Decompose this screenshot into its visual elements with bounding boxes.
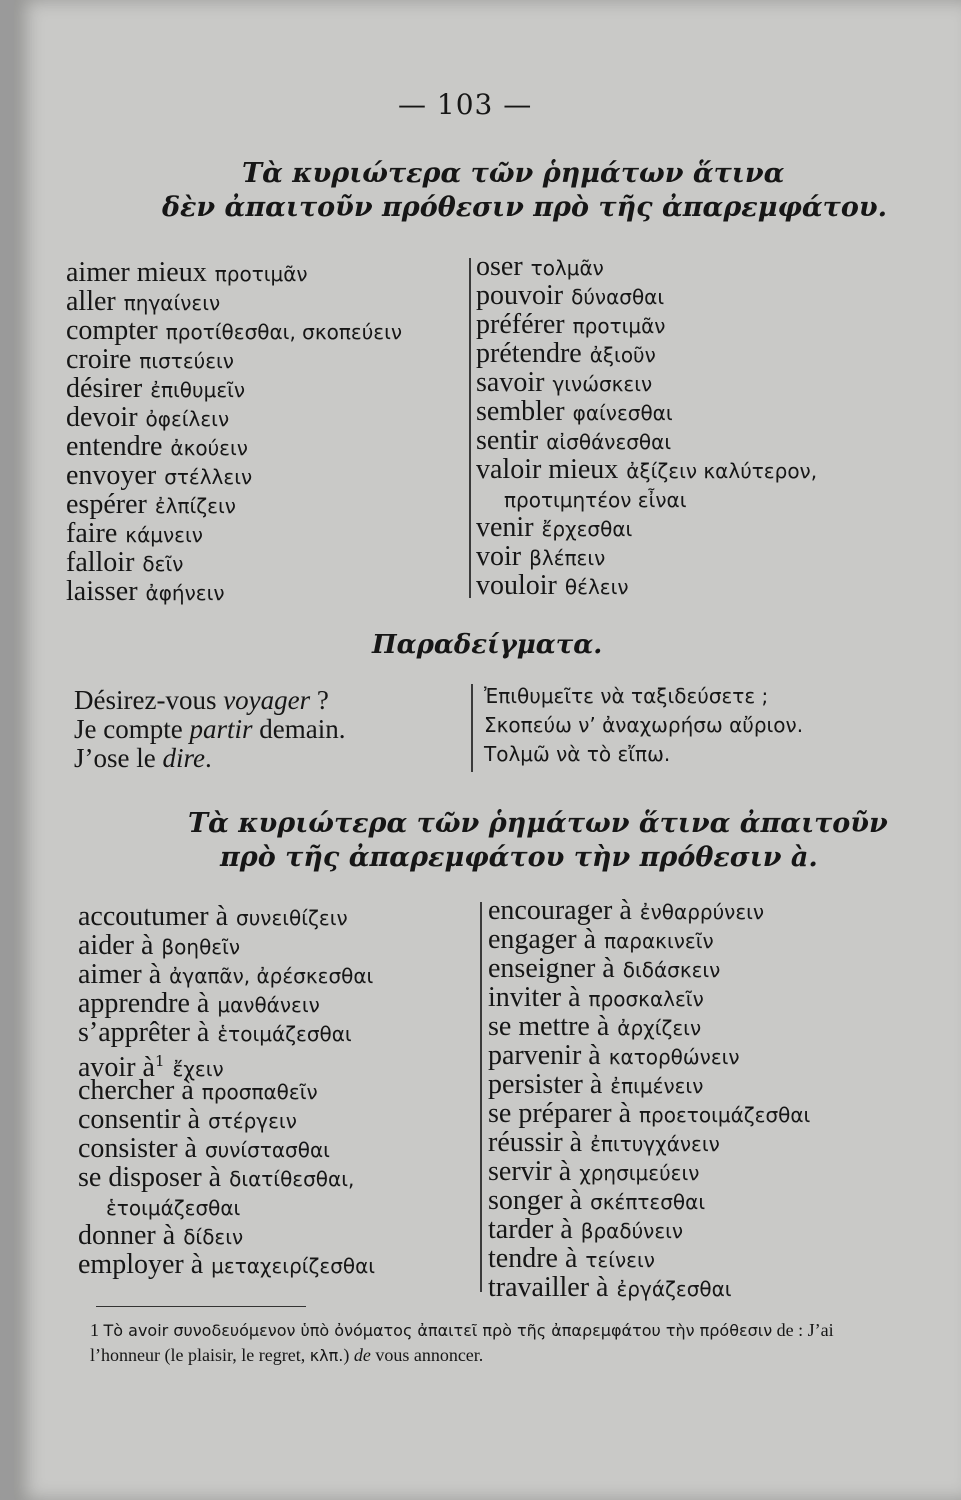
footnote-marker: 1 xyxy=(90,1320,99,1340)
french-verb: travailler à xyxy=(488,1272,609,1303)
french-verb: pouvoir xyxy=(476,280,564,311)
greek-translation: προσπαθεῖν xyxy=(201,1080,318,1104)
greek-translation: ἀξίζειν καλύτερον, xyxy=(626,459,818,483)
verb-entry xyxy=(78,1134,375,1163)
verb-entry xyxy=(66,258,402,287)
verb-entry xyxy=(66,287,402,316)
french-verb: chercher à xyxy=(78,1075,194,1106)
french-verb: encourager à xyxy=(488,895,632,926)
greek-translation: τείνειν xyxy=(585,1248,655,1272)
greek-translation: ἐργάζεσθαι xyxy=(616,1277,732,1301)
greek-translation: συνίστασθαι xyxy=(204,1138,330,1162)
verb-entry xyxy=(488,1273,810,1302)
greek-translation: στέλλειν xyxy=(164,465,253,489)
verb-entry xyxy=(488,896,810,925)
french-verb: persister à xyxy=(488,1069,603,1100)
example-text: J’ose le xyxy=(74,743,163,773)
french-verb: consentir à xyxy=(78,1104,201,1135)
french-verb: tarder à xyxy=(488,1214,573,1245)
greek-translation: κάμνειν xyxy=(125,523,203,547)
verb-entry xyxy=(78,1018,375,1047)
footnote-reference: 1 xyxy=(154,1052,165,1070)
verb-entry xyxy=(476,252,817,281)
verb-entry xyxy=(476,397,817,426)
greek-translation: πιστεύειν xyxy=(139,349,234,373)
verb-entry xyxy=(78,902,375,931)
french-verb: valoir mieux xyxy=(476,454,619,485)
example-sentence-gr: Τολμῶ νὰ τὸ εἴπω. xyxy=(484,742,671,766)
french-verb: enseigner à xyxy=(488,953,615,984)
verb-entry xyxy=(476,339,817,368)
french-verb: se mettre à xyxy=(488,1011,610,1042)
verb-entry xyxy=(476,368,817,397)
french-verb: venir xyxy=(476,512,534,543)
greek-translation: μεταχειρίζεσθαι xyxy=(211,1254,376,1278)
french-verb: consister à xyxy=(78,1133,197,1164)
example-text: Désirez-vous xyxy=(74,685,224,715)
greek-translation: δεῖν xyxy=(142,552,184,576)
french-verb: prétendre xyxy=(476,338,582,369)
verb-entry xyxy=(488,1244,810,1273)
french-verb: inviter à xyxy=(488,982,581,1013)
example-infinitive: voyager xyxy=(223,685,311,715)
greek-translation: προσκαλεῖν xyxy=(588,987,704,1011)
greek-translation: διατίθεσθαι, xyxy=(229,1167,355,1191)
greek-translation: προετοιμάζεσθαι xyxy=(639,1103,811,1127)
verb-entry xyxy=(66,519,402,548)
footnote-french: ) xyxy=(343,1345,354,1365)
example-infinitive: dire xyxy=(162,743,205,773)
section1-right-column xyxy=(476,252,817,600)
section2-right-column xyxy=(488,896,810,1302)
greek-translation: κατορθώνειν xyxy=(608,1045,740,1069)
verb-entry xyxy=(476,455,817,484)
greek-translation: ἑτοιμάζεσθαι xyxy=(106,1196,241,1220)
verb-entry xyxy=(78,1076,375,1105)
french-verb: falloir xyxy=(66,547,135,578)
greek-translation: ἐλπίζειν xyxy=(154,494,236,518)
greek-translation: ἀξιοῦν xyxy=(589,343,656,367)
verb-entry xyxy=(78,1221,375,1250)
greek-translation: χρησιμεύειν xyxy=(579,1161,700,1185)
greek-translation: ἑτοιμάζεσθαι xyxy=(217,1022,352,1046)
example-text: . xyxy=(204,743,212,773)
section1-title-line1: Τὰ κυριώτερα τῶν ῥημάτων ἅτινα xyxy=(242,158,785,189)
greek-translation: ἀκούειν xyxy=(170,436,248,460)
greek-translation: ἔρχεσθαι xyxy=(541,517,633,541)
verb-entry xyxy=(78,1105,375,1134)
examples-left-column xyxy=(74,686,345,773)
verb-entry xyxy=(488,954,810,983)
verb-entry xyxy=(476,542,817,571)
french-verb: savoir xyxy=(476,367,545,398)
verb-entry xyxy=(488,1186,810,1215)
greek-translation: ἐπιθυμεῖν xyxy=(150,378,246,402)
verb-entry xyxy=(78,1250,375,1279)
verb-entry xyxy=(66,374,402,403)
french-verb: voir xyxy=(476,541,522,572)
greek-translation: πηγαίνειν xyxy=(123,291,221,315)
french-verb: aimer à xyxy=(78,959,162,990)
french-verb: accoutumer à xyxy=(78,901,229,932)
french-verb: engager à xyxy=(488,924,597,955)
verb-entry xyxy=(488,1070,810,1099)
greek-translation: ἐνθαρρύνειν xyxy=(639,900,765,924)
column-divider xyxy=(471,684,473,772)
greek-translation: δύνασθαι xyxy=(571,285,665,309)
footnote-french: de : J’ai l’honneur (le plaisir, le regret, xyxy=(90,1320,834,1365)
french-verb: parvenir à xyxy=(488,1040,601,1071)
greek-translation: βλέπειν xyxy=(529,546,606,570)
greek-translation: ὀφείλειν xyxy=(145,407,230,431)
greek-translation: ἐπιτυγχάνειν xyxy=(590,1132,720,1156)
french-verb: sembler xyxy=(476,396,565,427)
example-sentence-gr: Ἐπιθυμεῖτε νὰ ταξιδεύσετε ; xyxy=(484,684,769,708)
greek-translation: τολμᾶν xyxy=(530,256,604,280)
verb-entry xyxy=(66,577,402,606)
greek-translation: προτιμᾶν xyxy=(572,314,666,338)
example-sentence-fr xyxy=(74,715,345,744)
verb-entry xyxy=(476,281,817,310)
column-divider xyxy=(480,902,482,1292)
greek-translation: αἰσθάνεσθαι xyxy=(546,430,672,454)
verb-entry xyxy=(66,403,402,432)
footnote xyxy=(90,1318,900,1368)
greek-translation: στέργειν xyxy=(208,1109,297,1133)
greek-translation: ἀρχίζειν xyxy=(617,1016,702,1040)
verb-entry xyxy=(78,989,375,1018)
greek-translation: διδάσκειν xyxy=(622,958,721,982)
book-page xyxy=(14,0,961,1500)
french-verb: se préparer à xyxy=(488,1098,632,1129)
verb-entry xyxy=(488,1157,810,1186)
greek-translation: φαίνεσθαι xyxy=(572,401,673,425)
footnote-italic: de xyxy=(353,1345,371,1365)
verb-entry xyxy=(488,1128,810,1157)
greek-translation: παρακινεῖν xyxy=(604,929,714,953)
verb-entry xyxy=(78,960,375,989)
example-sentence-fr xyxy=(74,686,345,715)
french-verb: laisser xyxy=(66,576,138,607)
french-verb: aller xyxy=(66,286,116,317)
footnote-greek-abbr: κλπ. xyxy=(309,1346,344,1365)
french-verb: oser xyxy=(476,251,523,282)
french-verb: compter xyxy=(66,315,158,346)
verb-entry xyxy=(78,931,375,960)
verb-entry xyxy=(488,983,810,1012)
french-verb: préférer xyxy=(476,309,565,340)
greek-translation: γινώσκειν xyxy=(552,372,653,396)
french-verb: vouloir xyxy=(476,570,557,601)
verb-entry xyxy=(488,1012,810,1041)
french-verb: avoir à xyxy=(78,1052,155,1083)
verb-entry xyxy=(66,345,402,374)
page-number: — 103 — xyxy=(398,88,533,121)
section1-title-line2: δὲν ἀπαιτοῦν πρόθεσιν πρὸ τῆς ἀπαρεμφάτου. xyxy=(162,192,887,223)
french-verb: entendre xyxy=(66,431,163,462)
section2-title-line2: πρὸ τῆς ἀπαρεμφάτου τὴν πρόθεσιν à. xyxy=(220,842,818,873)
french-verb: servir à xyxy=(488,1156,572,1187)
verb-entry xyxy=(476,571,817,600)
greek-translation: συνειθίζειν xyxy=(236,906,348,930)
greek-translation: προτιμητέον εἶναι xyxy=(504,488,687,512)
french-verb: s’apprêter à xyxy=(78,1017,210,1048)
french-verb: désirer xyxy=(66,373,143,404)
greek-translation: δίδειν xyxy=(183,1225,244,1249)
verb-entry xyxy=(476,310,817,339)
verb-entry xyxy=(488,1099,810,1128)
french-verb: tendre à xyxy=(488,1243,578,1274)
example-text: Je compte xyxy=(74,714,190,744)
greek-translation: βοηθεῖν xyxy=(161,935,241,959)
verb-entry xyxy=(66,316,402,345)
french-verb: faire xyxy=(66,518,118,549)
verb-entry xyxy=(78,1192,375,1221)
section2-title-line1: Τὰ κυριώτερα τῶν ῥημάτων ἅτινα ἀπαιτοῦν xyxy=(188,808,888,839)
verb-entry xyxy=(488,925,810,954)
french-verb: croire xyxy=(66,344,132,375)
greek-translation: προτίθεσθαι, σκοπεύειν xyxy=(165,320,403,344)
examples-right-column xyxy=(484,682,803,769)
greek-translation: ἀγαπᾶν, ἀρέσκεσθαι xyxy=(169,964,374,988)
verb-entry xyxy=(66,548,402,577)
french-verb: devoir xyxy=(66,402,138,433)
french-verb: songer à xyxy=(488,1185,583,1216)
verb-entry xyxy=(66,461,402,490)
french-verb: aimer mieux xyxy=(66,257,207,288)
french-verb: aider à xyxy=(78,930,154,961)
verb-entry xyxy=(66,490,402,519)
verb-entry xyxy=(78,1047,375,1083)
section2-left-column xyxy=(78,902,375,1279)
greek-translation: σκέπτεσθαι xyxy=(590,1190,706,1214)
greek-translation: ἔχειν xyxy=(172,1057,224,1081)
verb-entry xyxy=(476,484,817,513)
greek-translation: ἐπιμένειν xyxy=(610,1074,704,1098)
verb-entry xyxy=(78,1163,375,1192)
footnote-greek: Τὸ avoir συνοδευόμενον ὑπὸ ὀνόματος ἀπαιτεῖ πρὸ τῆς ἀπαρεμφάτου τὴν πρόθεσιν xyxy=(103,1321,773,1340)
french-verb: sentir xyxy=(476,425,539,456)
footnote-rule xyxy=(96,1306,306,1307)
column-divider xyxy=(469,258,471,598)
example-sentence-fr xyxy=(74,744,345,773)
example-sentence-gr: Σκοπεύω ν’ ἀναχωρήσω αὔριον. xyxy=(484,713,804,737)
french-verb: envoyer xyxy=(66,460,157,491)
greek-translation: θέλειν xyxy=(564,575,629,599)
greek-translation: προτιμᾶν xyxy=(214,262,308,286)
footnote-french-end: vous annoncer. xyxy=(370,1345,484,1365)
verb-entry xyxy=(488,1215,810,1244)
greek-translation: μανθάνειν xyxy=(217,993,320,1017)
french-verb: employer à xyxy=(78,1249,204,1280)
greek-translation: βραδύνειν xyxy=(580,1219,684,1243)
french-verb: donner à xyxy=(78,1220,176,1251)
example-text: demain. xyxy=(252,714,346,744)
example-infinitive: partir xyxy=(189,714,253,744)
verb-entry xyxy=(66,432,402,461)
example-text: ? xyxy=(310,685,329,715)
verb-entry xyxy=(476,426,817,455)
greek-translation: ἀφήνειν xyxy=(145,581,225,605)
french-verb: se disposer à xyxy=(78,1162,222,1193)
verb-entry xyxy=(476,513,817,542)
section1-left-column xyxy=(66,258,402,606)
french-verb: réussir à xyxy=(488,1127,583,1158)
french-verb: espérer xyxy=(66,489,147,520)
verb-entry xyxy=(488,1041,810,1070)
french-verb: apprendre à xyxy=(78,988,210,1019)
examples-title: Παραδείγματα. xyxy=(372,630,603,660)
